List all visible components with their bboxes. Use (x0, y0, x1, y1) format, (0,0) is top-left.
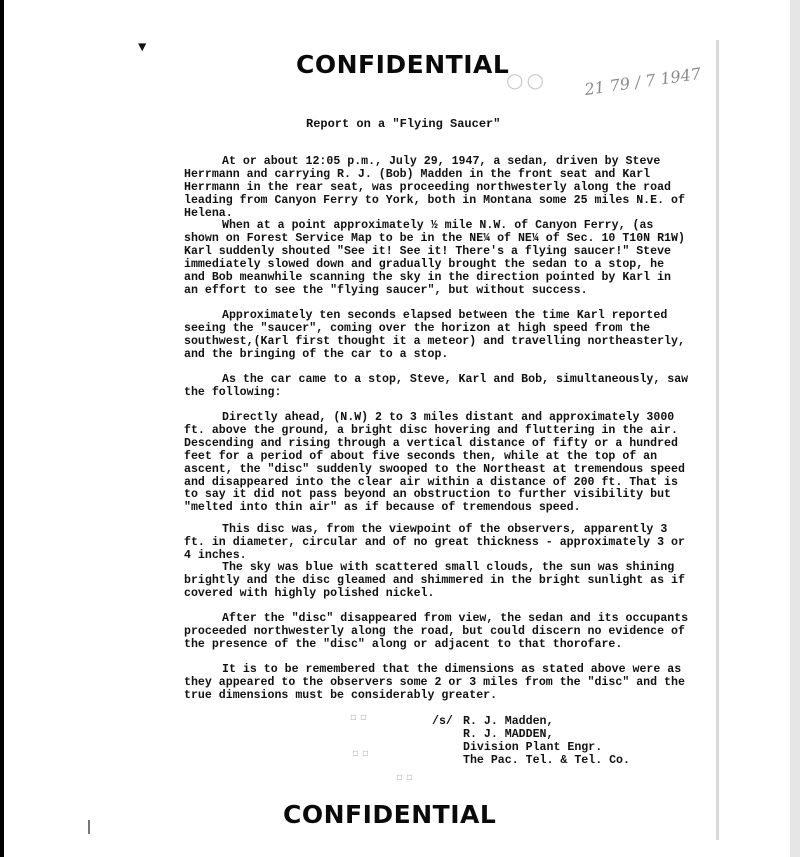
signature-line-3: Division Plant Engr. (463, 741, 603, 754)
margin-tick-mark: ▼ (138, 40, 147, 56)
signature-line-2: R. J. MADDEN, (463, 728, 554, 741)
paragraph-4: As the car came to a stop, Steve, Karl and Bob, simultaneously, saw the following: (184, 373, 689, 399)
confidential-stamp-top: CONFIDENTIAL (296, 50, 510, 79)
scan-edge-outer (790, 0, 800, 857)
confidential-stamp-bottom: CONFIDENTIAL (283, 800, 497, 829)
paragraph-9: It is to be remembered that the dimensions as stated above were as they appeared to the observers some 2 or 3 miles from the "disc" and the true dimensions must be considerably greater. (184, 663, 685, 702)
paragraph-3: Approximately ten seconds elapsed between the time Karl reported seeing the "saucer", coming over the horizon at high speed from the southwest,(Karl first thought it a meteor) and travelling northeasterly, and the bringing of the car to a stop. (184, 309, 685, 361)
paragraph-8: After the "disc" disappeared from view, the sedan and its occupants proceeded northwesterly along the road, but could discern no evidence of the presence of the "disc" along or adjacent to that thorofare. (184, 612, 689, 651)
paragraph-7: The sky was blue with scattered small clouds, the sun was shining brightly and the disc gleamed and shimmered in the bright sunlight as if covered with highly polished nickel. (184, 561, 685, 600)
paragraph-2: When at a point approximately ½ mile N.W. of Canyon Ferry, (as shown on Forest Service Map to be in the NE¼ of NE¼ of Sec. 10 T10N R1W) Karl suddenly shouted "See it! See it! There's a flying saucer!" Steve immediately slowed down and gradually brought the sedan to a stop, he and Bob meanwhile scanning the sky in the direction pointed by Karl in an effort to see the "flying saucer", but without success. (184, 219, 685, 297)
paragraph-5: Directly ahead, (N.W) 2 to 3 miles distant and approximately 3000 ft. above the ground, a bright disc hovering and fluttering in the air. Descending and rising through a vertical distance of fifty or a hundred feet for a period of about five seconds then, while at the top of an ascent, the "disc" suddenly swooped to the Northeast at tremendous speed and disappeared into the clear air within a distance of 200 ft. That is to say it did not pass beyond an obstruction to further visibility but "melted into thin air" as if because of tremendous speed. (184, 411, 685, 515)
faint-bleed-through-2: ▫ ▫ (352, 748, 369, 759)
paragraph-1: At or about 12:05 p.m., July 29, 1947, a sedan, driven by Steve Herrmann and carrying R. J. (Bob) Madden in the front seat and Karl Herrmann in the rear seat, was proceeding northwesterly along the road leading from Canyon Ferry to York, both in Montana some 25 miles N.E. of Helena. (184, 155, 685, 220)
document-title: Report on a "Flying Saucer" (306, 117, 501, 131)
faint-bleed-through-3: ▫ ▫ (396, 772, 413, 783)
stamp-ghost-mark: ○○ (506, 68, 547, 92)
signature-line-1: R. J. Madden, (463, 715, 554, 728)
signature-mark: /s/ (432, 715, 453, 728)
faint-bleed-through-1: ▫ ▫ (350, 712, 367, 723)
scan-edge-right (716, 40, 719, 840)
scan-edge-left (0, 0, 4, 857)
handwritten-note: 21 79 / 7 1947 (583, 63, 703, 100)
paragraph-6: This disc was, from the viewpoint of the observers, apparently 3 ft. in diameter, circular and of no great thickness - approximately 3 or 4 inches. (184, 523, 685, 562)
signature-line-4: The Pac. Tel. & Tel. Co. (463, 754, 630, 767)
signature-block (463, 715, 630, 767)
margin-mark (88, 820, 90, 834)
